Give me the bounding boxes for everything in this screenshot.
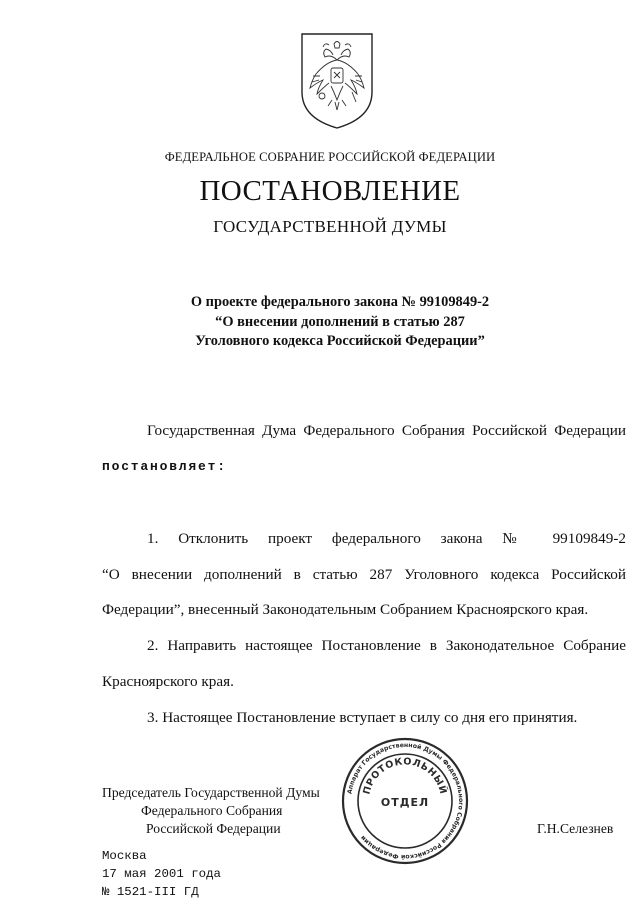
item-2-line-2: Красноярского края.: [102, 673, 234, 690]
item-2-line-1: 2. Направить настоящее Постановление в Законодательное Собрание: [147, 637, 626, 654]
signatory-position-line-2: Федерального Собрания: [141, 803, 283, 818]
intro-paragraph: Государственная Дума Федерального Собрания Российской Федерации: [147, 422, 626, 439]
double-headed-eagle-icon: [310, 42, 364, 111]
protocol-department-stamp: [340, 736, 470, 866]
signing-date: 17 мая 2001 года: [102, 867, 221, 881]
signatory-name: Г.Н.Селезнев: [537, 821, 614, 836]
subject-line-2: “О внесении дополнений в статью 287: [215, 313, 465, 330]
stamp-ring-text: Аппарат Государственной Думы Федерального Собрания Российской Федерации: [346, 741, 465, 861]
item-1-line-3: Федерации”, внесенный Законодательным Собранием Красноярского края.: [102, 601, 589, 618]
subject-line-1: О проекте федерального закона № 99109849-2: [190, 294, 490, 310]
item-1-line-2: “О внесении дополнений в статью 287 Уголовного кодекса Российской: [102, 566, 626, 583]
signatory-position-line-1: Председатель Государственной Думы: [102, 785, 320, 800]
item-3-paragraph: 3. Настоящее Постановление вступает в силу со дня его принятия.: [147, 709, 578, 726]
item-1-line-1: 1. Отклонить проект федерального закона № 99109849-2: [147, 530, 626, 547]
resolution-subject: [140, 293, 540, 352]
document-type-title: ПОСТАНОВЛЕНИЕ: [199, 175, 461, 207]
resolution-number: № 1521-III ГД: [102, 885, 199, 899]
stamp-center-text: ОТДЕЛ: [380, 796, 430, 809]
issuing-body-subtitle: ГОСУДАРСТВЕННОЙ ДУМЫ: [213, 217, 447, 236]
resolves-heading: постановляет:: [102, 459, 227, 474]
place-of-signing: Москва: [102, 849, 147, 863]
parliament-name: ФЕДЕРАЛЬНОЕ СОБРАНИЕ РОССИЙСКОЙ ФЕДЕРАЦИИ: [164, 150, 496, 164]
signatory-position-line-3: Российской Федерации: [146, 821, 281, 836]
subject-line-3: Уголовного кодекса Российской Федерации”: [195, 333, 485, 349]
stamp-top-text: ПРОТОКОЛЬНЫЙ: [361, 756, 449, 796]
coat-of-arms-emblem: [298, 30, 376, 130]
